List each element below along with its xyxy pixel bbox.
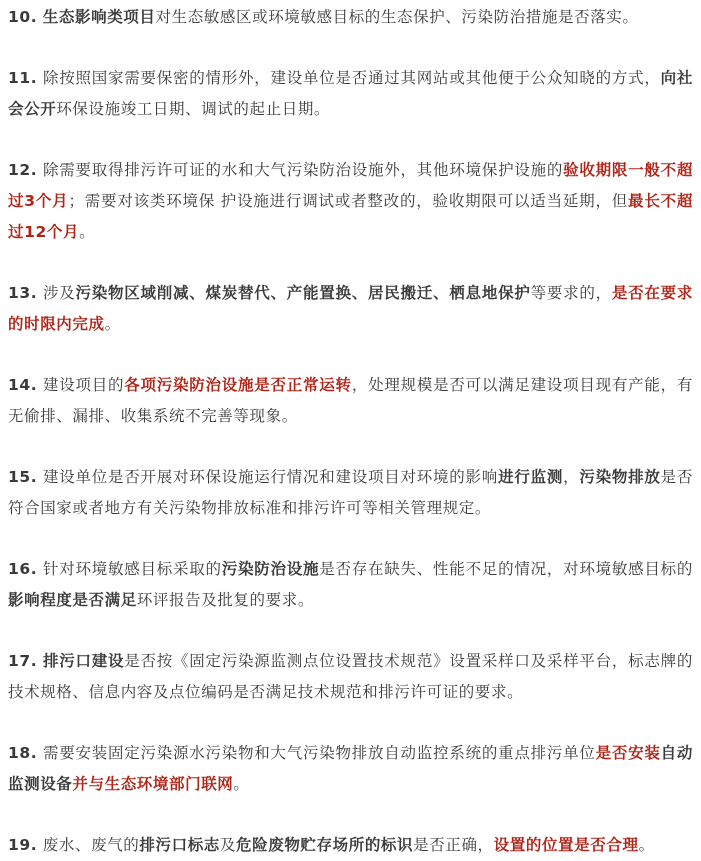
body-text: 建设单位是否开展对环保设施运行情况和建设项目对环境的影响 [37, 468, 499, 486]
item-spacer [8, 125, 693, 155]
red-emphasis-text: 各项污染防治设施是否正常运转 [124, 376, 352, 394]
bold-emphasis-text: 污染物排放 [579, 468, 661, 486]
item-spacer [8, 432, 693, 462]
body-text: 除需要取得排污许可证的水和大气污染防治设施外，其他环境保护设施的 [37, 161, 564, 179]
body-text: 。 [104, 315, 121, 333]
body-text: 环评报告及批复的要求。 [136, 591, 314, 609]
body-text: 建设项目的 [37, 376, 125, 394]
bold-emphasis-text: 污染防治设施 [221, 560, 320, 578]
body-text: 废水、废气的 [37, 836, 140, 854]
item-number: 17. [8, 652, 38, 670]
item-spacer [8, 340, 693, 370]
body-text: 对生态敏感区或环境敏感目标的生态保护、污染防治措施是否落实。 [155, 8, 639, 26]
item-spacer [8, 248, 693, 278]
body-text: 涉及 [37, 284, 76, 302]
body-text: 是否符合国家或者地方有关污染物排放标准和排污许可等相关管理规定。 [8, 468, 693, 517]
item-number: 19. [8, 836, 38, 854]
item-spacer [8, 33, 693, 63]
body-text: 等要求的， [530, 284, 612, 302]
item-spacer [8, 708, 693, 738]
item-number: 11. [8, 69, 38, 87]
item-spacer [8, 616, 693, 646]
checklist-item [8, 155, 693, 248]
item-spacer [8, 524, 693, 554]
checklist-item [8, 830, 693, 861]
body-text: 是否按《固定污染源监测点位设置技术规范》设置采样口及采样平台，标志牌的技术规格、信息内容及点位编码是否满足技术规范和排污许可证的要求。 [8, 652, 693, 701]
red-emphasis-text: 验收期限一般不超过3个月 [8, 161, 693, 210]
bold-emphasis-text: 影响程度是否满足 [8, 591, 137, 609]
body-text: 及 [219, 836, 237, 854]
red-emphasis-text: 并与生态环境部门联网 [72, 775, 234, 793]
bold-emphasis-text: 自动监测设备 [8, 744, 693, 793]
checklist-item [8, 646, 693, 708]
bold-emphasis-text: 生态影响类项目 [42, 8, 156, 26]
item-number: 18. [8, 744, 38, 762]
body-text: 针对环境敏感目标采取的 [37, 560, 222, 578]
checklist-item [8, 278, 693, 340]
item-number: 16. [8, 560, 38, 578]
checklist-item [8, 2, 693, 33]
body-text: 需要安装固定污染源水污染物和大气污染物排放自动监控系统的重点排污单位 [37, 744, 596, 762]
checklist-item [8, 63, 693, 125]
checklist-item [8, 462, 693, 524]
body-text: 。 [233, 775, 250, 793]
bold-emphasis-text: 进行监测 [498, 468, 564, 486]
body-text: 环保设施竣工日期、调试的起止日期。 [56, 100, 331, 118]
checklist-item [8, 554, 693, 616]
body-text: 。 [79, 223, 96, 241]
item-number: 14. [8, 376, 38, 394]
bold-emphasis-text: 危险废物贮存场所的标识 [236, 836, 414, 854]
red-emphasis-text: 是否在要求的时限内完成 [8, 284, 693, 333]
item-spacer [8, 800, 693, 830]
bold-emphasis-text: 排污口标志 [139, 836, 220, 854]
item-number: 15. [8, 468, 38, 486]
body-text: 。 [638, 836, 655, 854]
red-emphasis-text: 是否安装 [595, 744, 661, 762]
item-number: 12. [8, 161, 38, 179]
body-text: 是否存在缺失、性能不足的情况，对环境敏感目标的 [319, 560, 693, 578]
body-text: ；需要对该类环境保 护设施进行调试或者整改的，验收期限可以适当延期，但 [68, 192, 629, 210]
item-number: 10. [8, 8, 38, 26]
checklist-items [8, 2, 693, 861]
bold-emphasis-text: 向社会公开 [8, 69, 693, 118]
checklist-item [8, 370, 693, 432]
bold-emphasis-text: 污染物区域削减、煤炭替代、产能置换、居民搬迁、栖息地保护 [75, 284, 531, 302]
bold-emphasis-text: 排污口建设 [42, 652, 125, 670]
body-text: 除按照国家需要保密的情形外，建设单位是否通过其网站或其他便于公众知晓的方式， [37, 69, 661, 87]
red-emphasis-text: 最长不超过12个月 [8, 192, 694, 241]
checklist-item [8, 738, 693, 800]
body-text: 是否正确， [413, 836, 494, 854]
red-emphasis-text: 设置的位置是否合理 [493, 836, 639, 854]
item-number: 13. [8, 284, 38, 302]
body-text: ， [563, 468, 580, 486]
body-text: ，处理规模是否可以满足建设项目现有产能，有无偷排、漏排、收集系统不完善等现象。 [8, 376, 694, 425]
